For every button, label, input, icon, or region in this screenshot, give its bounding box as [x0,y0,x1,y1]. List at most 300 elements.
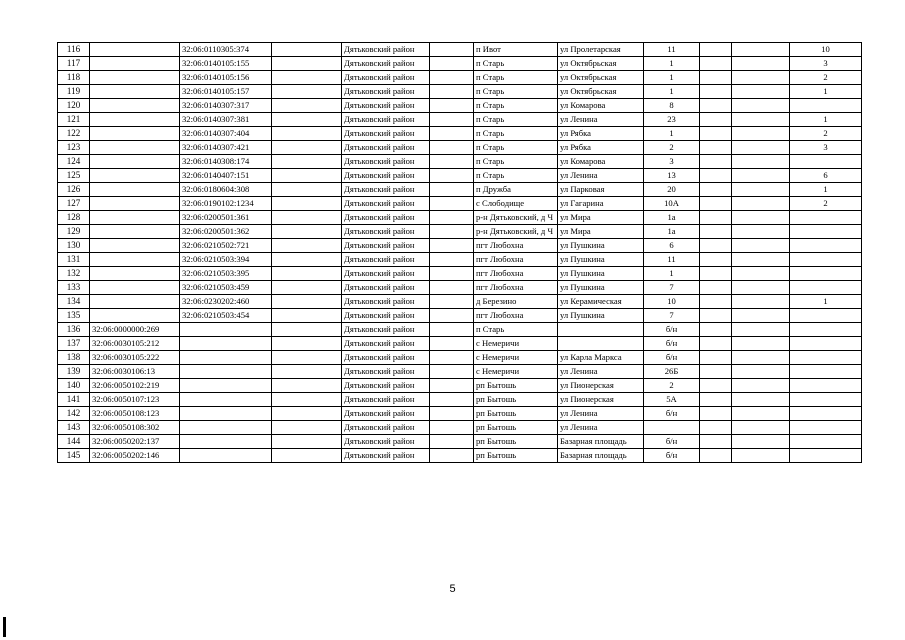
table-row [58,379,862,393]
house-number-cell: 6 [644,239,700,253]
street-cell: ул Ленина [558,113,644,127]
settlement-cell: рп Бытошь [474,379,558,393]
blank-cell-cell [272,337,342,351]
quantity-cell [790,323,862,337]
cadastral-number-b-cell: 32:06:0140307:317 [180,99,272,113]
district-cell: Дятьковский район [342,379,430,393]
quantity-cell [790,337,862,351]
blank-cell-cell [732,183,790,197]
row-number-cell: 132 [58,267,90,281]
cadastral-number-a-cell: 32:06:0050108:302 [90,421,180,435]
cadastral-number-a-cell [90,253,180,267]
house-number-cell: 7 [644,309,700,323]
blank-cell-cell [430,239,474,253]
street-cell: ул Пролетарская [558,43,644,57]
blank-cell-cell [430,393,474,407]
table-row [58,155,862,169]
table-row [58,85,862,99]
cadastral-number-b-cell [180,379,272,393]
cadastral-number-b-cell: 32:06:0140105:155 [180,57,272,71]
blank-cell-cell [430,407,474,421]
blank-cell-cell [430,379,474,393]
table-row [58,323,862,337]
district-cell: Дятьковский район [342,295,430,309]
cadastral-number-a-cell [90,267,180,281]
quantity-cell: 2 [790,127,862,141]
house-number-cell: б/н [644,337,700,351]
cadastral-number-a-cell: 32:06:0030105:212 [90,337,180,351]
quantity-cell [790,239,862,253]
house-number-cell: б/н [644,407,700,421]
cadastral-number-a-cell: 32:06:0030105:222 [90,351,180,365]
cadastral-number-b-cell: 32:06:0140105:156 [180,71,272,85]
blank-cell-cell [272,127,342,141]
blank-cell-cell [272,421,342,435]
quantity-cell [790,225,862,239]
cadastral-number-a-cell [90,211,180,225]
blank-cell-cell [732,155,790,169]
document-sheet [57,42,861,463]
blank-cell-cell [732,365,790,379]
street-cell: ул Пушкина [558,309,644,323]
street-cell: ул Ленина [558,407,644,421]
blank-cell-cell [700,351,732,365]
district-cell: Дятьковский район [342,365,430,379]
row-number-cell: 121 [58,113,90,127]
quantity-cell: 2 [790,71,862,85]
blank-cell-cell [272,141,342,155]
row-number-cell: 120 [58,99,90,113]
row-number-cell: 140 [58,379,90,393]
street-cell: ул Октябрьская [558,57,644,71]
blank-cell-cell [700,323,732,337]
settlement-cell: п Старь [474,141,558,155]
district-cell: Дятьковский район [342,211,430,225]
blank-cell-cell [732,113,790,127]
settlement-cell: п Старь [474,169,558,183]
blank-cell-cell [272,323,342,337]
quantity-cell [790,449,862,463]
blank-cell-cell [272,155,342,169]
settlement-cell: рп Бытошь [474,393,558,407]
cadastral-number-b-cell [180,407,272,421]
blank-cell-cell [732,197,790,211]
street-cell: ул Мира [558,211,644,225]
blank-cell-cell [700,407,732,421]
cadastral-number-a-cell [90,155,180,169]
blank-cell-cell [732,253,790,267]
street-cell [558,337,644,351]
blank-cell-cell [430,155,474,169]
blank-cell-cell [700,127,732,141]
blank-cell-cell [272,113,342,127]
district-cell: Дятьковский район [342,99,430,113]
blank-cell-cell [430,183,474,197]
row-number-cell: 122 [58,127,90,141]
quantity-cell [790,211,862,225]
cadastral-number-b-cell: 32:06:0110305:374 [180,43,272,57]
house-number-cell: 11 [644,43,700,57]
cadastral-number-b-cell [180,365,272,379]
settlement-cell: п Старь [474,113,558,127]
cadastral-number-a-cell: 32:06:0050108:123 [90,407,180,421]
blank-cell-cell [700,267,732,281]
blank-cell-cell [430,99,474,113]
district-cell: Дятьковский район [342,225,430,239]
district-cell: Дятьковский район [342,323,430,337]
house-number-cell: б/н [644,323,700,337]
settlement-cell: пгт Любохна [474,267,558,281]
blank-cell-cell [272,85,342,99]
row-number-cell: 126 [58,183,90,197]
blank-cell-cell [700,197,732,211]
row-number-cell: 139 [58,365,90,379]
table-row [58,267,862,281]
quantity-cell [790,407,862,421]
blank-cell-cell [272,449,342,463]
blank-cell-cell [700,435,732,449]
house-number-cell: б/н [644,351,700,365]
cadastral-number-b-cell: 32:06:0210503:394 [180,253,272,267]
quantity-cell [790,267,862,281]
table-row [58,421,862,435]
cadastral-number-b-cell: 32:06:0140407:151 [180,169,272,183]
street-cell: ул Рябка [558,127,644,141]
table-row [58,239,862,253]
blank-cell-cell [272,183,342,197]
blank-cell-cell [272,239,342,253]
settlement-cell: р-н Дятьковский, д Ч [474,225,558,239]
quantity-cell: 2 [790,197,862,211]
house-number-cell: 3 [644,155,700,169]
blank-cell-cell [430,449,474,463]
cadastral-number-b-cell [180,393,272,407]
blank-cell-cell [732,421,790,435]
cadastral-number-a-cell: 32:06:0000000:269 [90,323,180,337]
cadastral-number-a-cell [90,71,180,85]
blank-cell-cell [700,393,732,407]
blank-cell-cell [430,211,474,225]
blank-cell-cell [430,267,474,281]
street-cell: ул Октябрьская [558,85,644,99]
street-cell: ул Ленина [558,421,644,435]
blank-cell-cell [700,295,732,309]
district-cell: Дятьковский район [342,169,430,183]
blank-cell-cell [700,225,732,239]
blank-cell-cell [700,253,732,267]
cadastral-number-b-cell: 32:06:0140308:174 [180,155,272,169]
settlement-cell: п Старь [474,71,558,85]
district-cell: Дятьковский район [342,253,430,267]
cadastral-number-a-cell: 32:06:0050102:219 [90,379,180,393]
blank-cell-cell [732,351,790,365]
blank-cell-cell [272,99,342,113]
blank-cell-cell [430,43,474,57]
quantity-cell [790,435,862,449]
house-number-cell: б/н [644,449,700,463]
table-row [58,169,862,183]
house-number-cell: 26Б [644,365,700,379]
house-number-cell: б/н [644,435,700,449]
quantity-cell [790,379,862,393]
blank-cell-cell [700,281,732,295]
district-cell: Дятьковский район [342,239,430,253]
table-row [58,295,862,309]
cadastral-number-a-cell: 32:06:0030106:13 [90,365,180,379]
settlement-cell: п Старь [474,155,558,169]
row-number-cell: 131 [58,253,90,267]
cadastral-number-b-cell: 32:06:0140307:381 [180,113,272,127]
blank-cell-cell [430,85,474,99]
settlement-cell: пгт Любохна [474,253,558,267]
settlement-cell: пгт Любохна [474,309,558,323]
district-cell: Дятьковский район [342,113,430,127]
house-number-cell: 20 [644,183,700,197]
house-number-cell: 1а [644,211,700,225]
blank-cell-cell [272,365,342,379]
house-number-cell: 1 [644,85,700,99]
blank-cell-cell [430,421,474,435]
blank-cell-cell [272,253,342,267]
house-number-cell: 7 [644,281,700,295]
district-cell: Дятьковский район [342,141,430,155]
cadastral-number-b-cell: 32:06:0210503:459 [180,281,272,295]
blank-cell-cell [430,127,474,141]
house-number-cell: 1 [644,267,700,281]
district-cell: Дятьковский район [342,421,430,435]
cadastral-number-b-cell: 32:06:0140307:404 [180,127,272,141]
table-row [58,253,862,267]
settlement-cell: рп Бытошь [474,407,558,421]
table-row [58,183,862,197]
blank-cell-cell [430,225,474,239]
cadastral-number-a-cell [90,127,180,141]
blank-cell-cell [700,183,732,197]
blank-cell-cell [732,57,790,71]
blank-cell-cell [732,379,790,393]
table-row [58,127,862,141]
blank-cell-cell [430,309,474,323]
street-cell: ул Керамическая [558,295,644,309]
row-number-cell: 133 [58,281,90,295]
blank-cell-cell [272,267,342,281]
house-number-cell: 10 [644,295,700,309]
blank-cell-cell [700,309,732,323]
blank-cell-cell [430,71,474,85]
table-row [58,351,862,365]
blank-cell-cell [732,211,790,225]
house-number-cell: 10А [644,197,700,211]
blank-cell-cell [732,99,790,113]
table-row [58,365,862,379]
district-cell: Дятьковский район [342,155,430,169]
district-cell: Дятьковский район [342,127,430,141]
blank-cell-cell [700,239,732,253]
cadastral-number-a-cell [90,85,180,99]
page-number: 5 [449,583,456,595]
settlement-cell: с Слободище [474,197,558,211]
district-cell: Дятьковский район [342,71,430,85]
blank-cell-cell [700,337,732,351]
house-number-cell: 2 [644,141,700,155]
settlement-cell: с Немеричи [474,351,558,365]
row-number-cell: 119 [58,85,90,99]
blank-cell-cell [430,337,474,351]
district-cell: Дятьковский район [342,449,430,463]
district-cell: Дятьковский район [342,183,430,197]
blank-cell-cell [700,85,732,99]
blank-cell-cell [430,253,474,267]
blank-cell-cell [732,127,790,141]
blank-cell-cell [700,169,732,183]
blank-cell-cell [732,337,790,351]
table-row [58,407,862,421]
quantity-cell: 6 [790,169,862,183]
house-number-cell: 13 [644,169,700,183]
row-number-cell: 117 [58,57,90,71]
street-cell: ул Ленина [558,169,644,183]
cadastral-number-b-cell: 32:06:0200501:362 [180,225,272,239]
table-row [58,57,862,71]
blank-cell-cell [732,267,790,281]
row-number-cell: 144 [58,435,90,449]
cadastral-number-b-cell [180,449,272,463]
district-cell: Дятьковский район [342,57,430,71]
row-number-cell: 137 [58,337,90,351]
registry-table [57,42,862,463]
row-number-cell: 130 [58,239,90,253]
table-row [58,211,862,225]
blank-cell-cell [272,197,342,211]
cadastral-number-a-cell [90,225,180,239]
settlement-cell: пгт Любохна [474,281,558,295]
blank-cell-cell [732,225,790,239]
quantity-cell [790,421,862,435]
cadastral-number-a-cell [90,281,180,295]
blank-cell-cell [732,393,790,407]
blank-cell-cell [700,57,732,71]
row-number-cell: 118 [58,71,90,85]
house-number-cell: 5А [644,393,700,407]
row-number-cell: 134 [58,295,90,309]
quantity-cell: 1 [790,183,862,197]
blank-cell-cell [430,197,474,211]
quantity-cell [790,393,862,407]
street-cell: Базарная площадь [558,449,644,463]
cadastral-number-a-cell [90,183,180,197]
cadastral-number-a-cell [90,113,180,127]
blank-cell-cell [732,281,790,295]
row-number-cell: 129 [58,225,90,239]
row-number-cell: 128 [58,211,90,225]
house-number-cell: 1 [644,127,700,141]
street-cell: ул Пионерская [558,393,644,407]
blank-cell-cell [272,57,342,71]
blank-cell-cell [700,141,732,155]
row-number-cell: 143 [58,421,90,435]
quantity-cell: 3 [790,141,862,155]
table-row [58,197,862,211]
cadastral-number-b-cell: 32:06:0210503:454 [180,309,272,323]
blank-cell-cell [430,113,474,127]
street-cell: ул Комарова [558,155,644,169]
blank-cell-cell [700,365,732,379]
cadastral-number-b-cell: 32:06:0230202:460 [180,295,272,309]
table-body [58,43,862,463]
street-cell: ул Пушкина [558,267,644,281]
quantity-cell: 3 [790,57,862,71]
cadastral-number-b-cell [180,323,272,337]
settlement-cell: рп Бытошь [474,449,558,463]
table-row [58,99,862,113]
blank-cell-cell [272,281,342,295]
row-number-cell: 124 [58,155,90,169]
row-number-cell: 141 [58,393,90,407]
blank-cell-cell [700,211,732,225]
house-number-cell: 1 [644,57,700,71]
settlement-cell: р-н Дятьковский, д Ч [474,211,558,225]
cadastral-number-a-cell: 32:06:0050107:123 [90,393,180,407]
settlement-cell: п Ивот [474,43,558,57]
cadastral-number-a-cell [90,43,180,57]
blank-cell-cell [732,435,790,449]
blank-cell-cell [732,295,790,309]
cadastral-number-a-cell [90,309,180,323]
cadastral-number-b-cell [180,421,272,435]
district-cell: Дятьковский район [342,407,430,421]
blank-cell-cell [732,85,790,99]
cadastral-number-b-cell: 32:06:0140105:157 [180,85,272,99]
blank-cell-cell [272,393,342,407]
quantity-cell [790,99,862,113]
blank-cell-cell [272,309,342,323]
street-cell: ул Пионерская [558,379,644,393]
blank-cell-cell [430,365,474,379]
scan-edge-mark [3,617,6,637]
settlement-cell: п Дружба [474,183,558,197]
settlement-cell: п Старь [474,127,558,141]
table-row [58,281,862,295]
blank-cell-cell [430,141,474,155]
street-cell: ул Карла Маркса [558,351,644,365]
blank-cell-cell [272,211,342,225]
street-cell [558,323,644,337]
street-cell: ул Комарова [558,99,644,113]
settlement-cell: пгт Любохна [474,239,558,253]
blank-cell-cell [700,421,732,435]
cadastral-number-b-cell: 32:06:0140307:421 [180,141,272,155]
row-number-cell: 127 [58,197,90,211]
row-number-cell: 142 [58,407,90,421]
table-row [58,141,862,155]
house-number-cell: 2 [644,379,700,393]
street-cell: ул Мира [558,225,644,239]
blank-cell-cell [700,113,732,127]
blank-cell-cell [700,43,732,57]
blank-cell-cell [272,379,342,393]
street-cell: ул Гагарина [558,197,644,211]
district-cell: Дятьковский район [342,435,430,449]
row-number-cell: 138 [58,351,90,365]
row-number-cell: 116 [58,43,90,57]
blank-cell-cell [700,99,732,113]
house-number-cell: 8 [644,99,700,113]
district-cell: Дятьковский район [342,43,430,57]
cadastral-number-a-cell [90,295,180,309]
street-cell: ул Рябка [558,141,644,155]
quantity-cell: 1 [790,113,862,127]
blank-cell-cell [272,43,342,57]
